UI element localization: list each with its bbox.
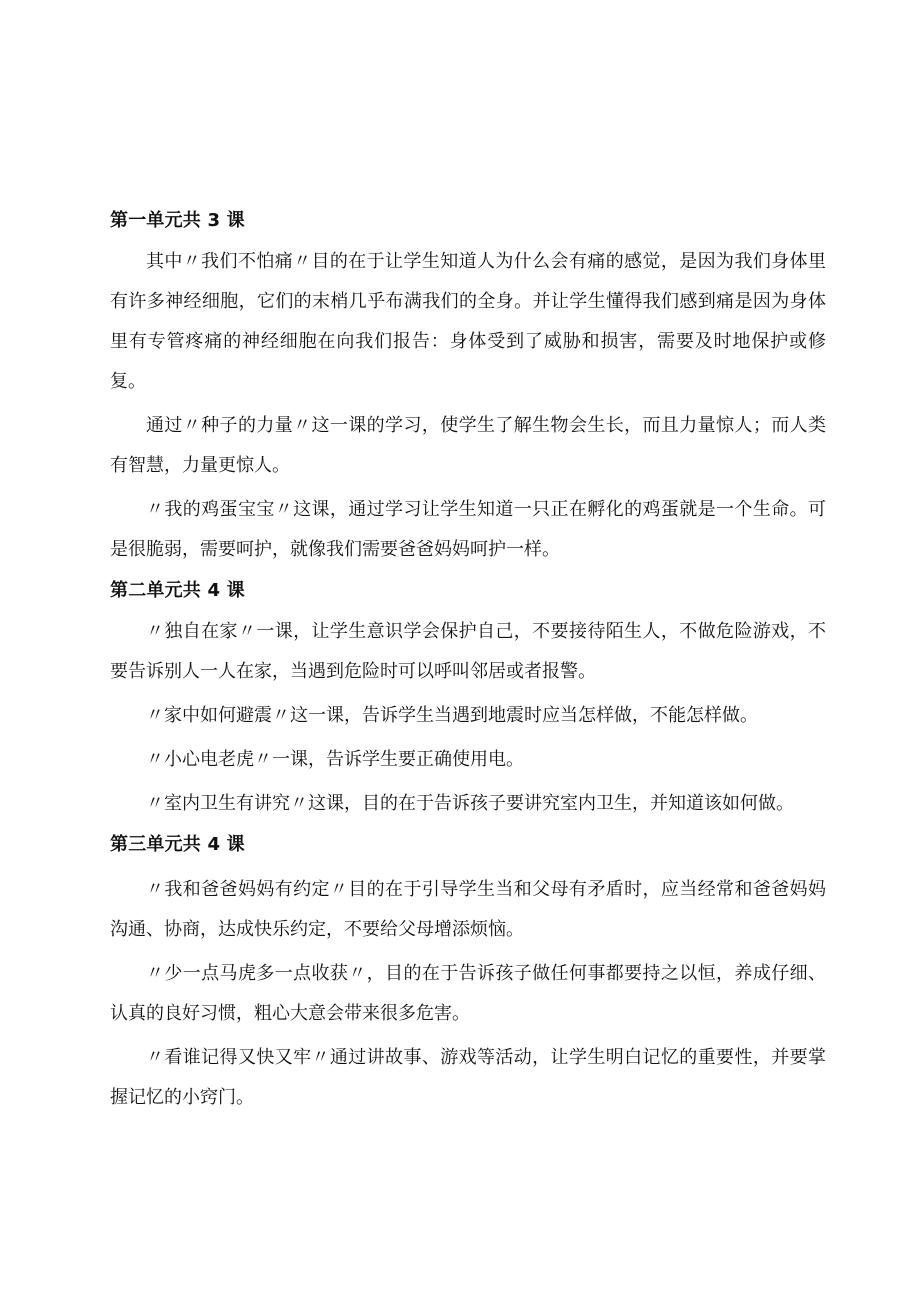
paragraph: 〃室内卫生有讲究〃这课，目的在于告诉孩子要讲究室内卫生，并知道该如何做。 (146, 793, 794, 814)
section-heading: 第二单元共 4 课 (110, 580, 245, 601)
paragraph: 通过〃种子的力量〃这一课的学习，使学生了解生物会生长，而且力量惊人；而人类有智慧，力量更惊人。 (110, 415, 826, 476)
paragraph: 〃我的鸡蛋宝宝〃这课，通过学习让学生知道一只正在孵化的鸡蛋就是一个生命。可是很脆弱，需要呵护，就像我们需要爸爸妈妈呵护一样。 (110, 499, 826, 560)
section-heading: 第一单元共 3 课 (110, 210, 245, 231)
paragraph: 〃家中如何避震〃这一课，告诉学生当遇到地震时应当怎样做，不能怎样做。 (146, 705, 758, 726)
section-unit-1 (110, 202, 826, 570)
paragraph: 〃我和爸爸妈妈有约定〃目的在于引导学生当和父母有矛盾时，应当经常和爸爸妈妈沟通、协商，达成快乐约定，不要给父母增添烦恼。 (110, 879, 826, 940)
paragraph: 其中〃我们不怕痛〃目的在于让学生知道人为什么会有痛的感觉，是因为我们身体里有许多神经细胞，它们的末梢几乎布满我们的全身。并让学生懂得我们感到痛是因为身体里有专管疼痛的神经细胞在向我们报告：身体受到了威胁和损害，需要及时地保护或修复。 (110, 251, 826, 392)
paragraph: 〃看谁记得又快又牢〃通过讲故事、游戏等活动，让学生明白记忆的重要性，并要掌握记忆的小窍门。 (110, 1047, 826, 1108)
paragraph: 〃少一点马虎多一点收获〃，目的在于告诉孩子做任何事都要持之以恒，养成仔细、认真的良好习惯，粗心大意会带来很多危害。 (110, 963, 826, 1024)
paragraph: 〃独自在家〃一课，让学生意识学会保护自己，不要接待陌生人，不做危险游戏，不要告诉别人一人在家，当遇到危险时可以呼叫邻居或者报警。 (110, 621, 826, 682)
section-unit-3 (110, 826, 826, 1118)
paragraph: 〃小心电老虎〃一课，告诉学生要正确使用电。 (146, 749, 524, 770)
section-heading: 第三单元共 4 课 (110, 834, 245, 855)
section-unit-2 (110, 572, 826, 824)
document-body (110, 202, 826, 1118)
